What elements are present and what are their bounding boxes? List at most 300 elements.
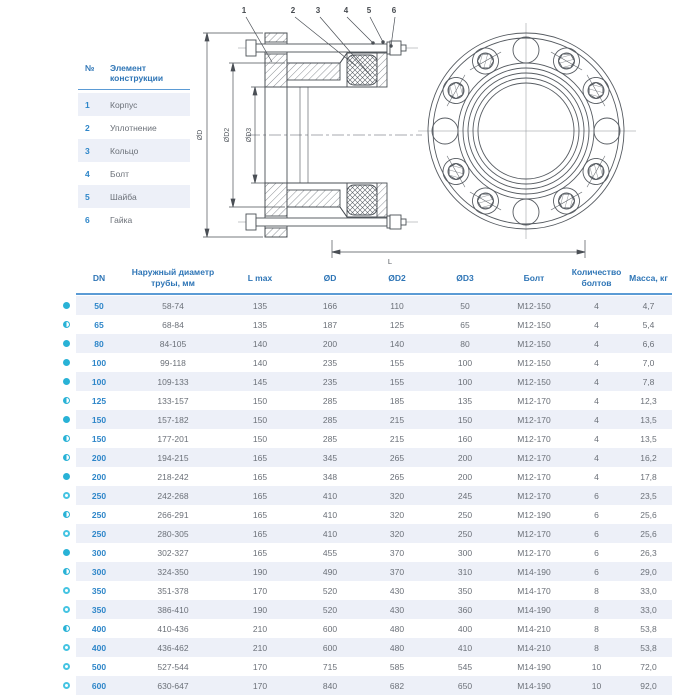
cell-d2: 140 xyxy=(364,334,430,353)
legend-item-label: Кольцо xyxy=(110,145,139,156)
cell-pipe-od: 157-182 xyxy=(122,410,224,429)
cell-l-max: 150 xyxy=(224,410,296,429)
legend-item xyxy=(78,116,190,139)
cell-mass: 23,5 xyxy=(625,486,672,505)
header-d: ØD xyxy=(323,272,337,283)
cell-bolt-qty: 6 xyxy=(568,486,625,505)
cell-dn: 400 xyxy=(91,623,107,634)
table-row xyxy=(56,315,672,334)
cell-dn: 200 xyxy=(76,448,122,467)
cell-d3: 310 xyxy=(430,562,500,581)
legend-item xyxy=(78,162,190,185)
cell-pipe-od: 302-327 xyxy=(157,547,189,558)
cell-d3: 135 xyxy=(457,395,473,406)
table-row xyxy=(56,543,672,562)
cell-d3: 150 xyxy=(430,410,500,429)
cell-dn: 350 xyxy=(91,585,107,596)
cell-d2: 585 xyxy=(389,661,405,672)
cell-bolt-qty: 4 xyxy=(594,433,599,444)
cell-bolt-qty: 4 xyxy=(568,448,625,467)
availability-marker-icon xyxy=(63,587,70,594)
cell-bolt: M12-170 xyxy=(517,433,551,444)
cell-d2: 370 xyxy=(364,562,430,581)
callout-5: 5 xyxy=(366,6,372,15)
availability-marker-cell xyxy=(56,353,76,372)
cell-l-max: 135 xyxy=(252,319,268,330)
cell-bolt: M14-210 xyxy=(500,638,568,657)
cell-pipe-od: 109-133 xyxy=(122,372,224,391)
availability-marker-cell xyxy=(56,676,76,695)
availability-marker-icon xyxy=(63,492,70,499)
availability-marker-icon xyxy=(63,302,70,309)
cell-d3: 50 xyxy=(430,296,500,315)
cell-d3: 250 xyxy=(457,509,473,520)
availability-marker-icon xyxy=(63,682,70,689)
availability-marker-cell xyxy=(56,581,76,600)
cell-dn: 600 xyxy=(76,676,122,695)
legend-item-num: 6 xyxy=(85,214,90,225)
cell-d3: 300 xyxy=(457,547,473,558)
table-row xyxy=(56,391,672,410)
cell-bolt: M12-150 xyxy=(517,357,551,368)
cell-dn: 80 xyxy=(76,334,122,353)
cell-dn: 100 xyxy=(91,357,107,368)
cell-pipe-od: 194-215 xyxy=(122,448,224,467)
cell-bolt: M12-170 xyxy=(517,395,551,406)
cell-bolt: M14-190 xyxy=(500,676,568,695)
cell-l-max: 170 xyxy=(252,661,268,672)
cell-d: 600 xyxy=(322,623,338,634)
availability-marker-cell xyxy=(56,372,76,391)
callout-1: 1 xyxy=(241,6,247,15)
cell-pipe-od: 386-410 xyxy=(122,600,224,619)
cell-dn: 150 xyxy=(76,410,122,429)
availability-marker-cell xyxy=(56,467,76,486)
spec-table-header xyxy=(56,261,672,295)
header-pipe-od: Наружный диаметр трубы, мм xyxy=(131,267,215,288)
cell-bolt-qty: 8 xyxy=(568,600,625,619)
cell-l-max: 165 xyxy=(224,486,296,505)
cell-d: 410 xyxy=(296,524,364,543)
cell-d2: 370 xyxy=(389,547,405,558)
cell-l-max: 190 xyxy=(224,562,296,581)
cell-dn: 125 xyxy=(91,395,107,406)
legend-item xyxy=(78,208,190,231)
side-view-section xyxy=(238,33,422,237)
availability-marker-icon xyxy=(63,606,70,613)
cell-bolt: M12-170 xyxy=(500,448,568,467)
cell-d2: 265 xyxy=(389,471,405,482)
cell-l-max: 165 xyxy=(252,547,268,558)
cell-bolt: M12-170 xyxy=(500,410,568,429)
availability-marker-cell xyxy=(56,296,76,315)
cell-d: 187 xyxy=(322,319,338,330)
cell-bolt-qty: 4 xyxy=(594,357,599,368)
cell-mass: 33,0 xyxy=(640,585,657,596)
cell-d2: 215 xyxy=(389,433,405,444)
cell-d: 520 xyxy=(322,585,338,596)
availability-marker-icon xyxy=(63,454,70,461)
legend-item-label: Корпус xyxy=(110,99,138,110)
availability-marker-cell xyxy=(56,334,76,353)
cell-pipe-od: 436-462 xyxy=(122,638,224,657)
front-view xyxy=(418,23,636,239)
cell-l-max: 145 xyxy=(224,372,296,391)
cell-dn: 150 xyxy=(91,433,107,444)
cell-d3: 65 xyxy=(460,319,470,330)
cell-bolt: M14-190 xyxy=(517,661,551,672)
cell-mass: 7,0 xyxy=(642,357,655,368)
cell-mass: 53,8 xyxy=(640,623,657,634)
cell-d: 600 xyxy=(296,638,364,657)
cell-pipe-od: 351-378 xyxy=(157,585,189,596)
cell-d2: 125 xyxy=(389,319,405,330)
availability-marker-icon xyxy=(63,644,70,651)
cell-mass: 26,3 xyxy=(640,547,657,558)
cell-mass: 92,0 xyxy=(625,676,672,695)
cell-pipe-od: 133-157 xyxy=(157,395,189,406)
table-row xyxy=(56,562,672,581)
cell-d2: 480 xyxy=(389,623,405,634)
cell-l-max: 135 xyxy=(224,296,296,315)
cell-bolt-qty: 6 xyxy=(594,547,599,558)
cell-d3: 100 xyxy=(457,357,473,368)
parts-legend xyxy=(78,60,190,231)
availability-marker-icon xyxy=(63,473,70,480)
cell-dn: 65 xyxy=(94,319,104,330)
cell-l-max: 165 xyxy=(224,448,296,467)
cell-d3: 360 xyxy=(430,600,500,619)
legend-col-num: № xyxy=(85,63,95,73)
availability-marker-cell xyxy=(56,562,76,581)
cell-l-max: 150 xyxy=(252,395,268,406)
dim-label-d2: ØD2 xyxy=(224,127,231,143)
legend-item-num: 1 xyxy=(85,99,90,110)
cell-l-max: 140 xyxy=(224,334,296,353)
legend-item-label: Шайба xyxy=(110,191,137,202)
cell-d: 345 xyxy=(296,448,364,467)
availability-marker-cell xyxy=(56,638,76,657)
cell-dn: 200 xyxy=(91,471,107,482)
spec-table-body xyxy=(56,296,672,695)
table-row xyxy=(56,638,672,657)
table-row xyxy=(56,296,672,315)
cell-bolt-qty: 4 xyxy=(568,410,625,429)
cell-d3: 400 xyxy=(457,623,473,634)
legend-item-label: Уплотнение xyxy=(110,122,157,133)
table-row xyxy=(56,467,672,486)
cell-bolt-qty: 8 xyxy=(594,585,599,596)
cell-dn: 100 xyxy=(76,372,122,391)
cell-pipe-od: 68-84 xyxy=(162,319,184,330)
availability-marker-cell xyxy=(56,505,76,524)
cell-l-max: 150 xyxy=(252,433,268,444)
availability-marker-cell xyxy=(56,543,76,562)
availability-marker-icon xyxy=(63,378,70,385)
legend-item-label: Гайка xyxy=(110,214,133,225)
availability-marker-cell xyxy=(56,600,76,619)
availability-marker-icon xyxy=(63,321,70,328)
cell-dn: 300 xyxy=(91,547,107,558)
technical-drawing xyxy=(190,0,670,270)
cell-bolt: M12-190 xyxy=(517,509,551,520)
dim-label-l: L xyxy=(387,257,393,266)
legend-item-num: 2 xyxy=(85,122,90,133)
cell-d: 520 xyxy=(296,600,364,619)
cell-d: 455 xyxy=(322,547,338,558)
parts-legend-header xyxy=(78,60,190,90)
cell-l-max: 140 xyxy=(252,357,268,368)
availability-marker-cell xyxy=(56,619,76,638)
cell-d3: 650 xyxy=(430,676,500,695)
cell-d: 235 xyxy=(322,357,338,368)
cell-l-max: 165 xyxy=(252,509,268,520)
cell-d3: 410 xyxy=(430,638,500,657)
cell-d2: 320 xyxy=(389,509,405,520)
table-row xyxy=(56,353,672,372)
table-row xyxy=(56,334,672,353)
cell-d2: 480 xyxy=(364,638,430,657)
cell-d3: 100 xyxy=(430,372,500,391)
cell-bolt-qty: 6 xyxy=(568,562,625,581)
legend-item-num: 3 xyxy=(85,145,90,156)
cell-bolt-qty: 6 xyxy=(594,509,599,520)
cell-bolt: M12-150 xyxy=(500,372,568,391)
availability-marker-cell xyxy=(56,315,76,334)
cell-l-max: 170 xyxy=(224,676,296,695)
cell-bolt-qty: 8 xyxy=(568,638,625,657)
cell-d3: 80 xyxy=(430,334,500,353)
cell-pipe-od: 99-118 xyxy=(160,357,186,368)
cell-dn: 250 xyxy=(91,509,107,520)
cell-d3: 160 xyxy=(457,433,473,444)
cell-d: 285 xyxy=(322,395,338,406)
availability-marker-icon xyxy=(63,625,70,632)
availability-marker-icon xyxy=(63,359,70,366)
parts-legend-rows xyxy=(78,93,190,231)
dim-label-d3: ØD3 xyxy=(246,127,253,143)
cell-d2: 155 xyxy=(389,357,405,368)
table-row xyxy=(56,505,672,524)
cell-dn: 250 xyxy=(76,524,122,543)
cell-pipe-od: 266-291 xyxy=(157,509,189,520)
cell-bolt-qty: 10 xyxy=(568,676,625,695)
cell-bolt: M14-190 xyxy=(500,600,568,619)
cell-d2: 682 xyxy=(364,676,430,695)
cell-bolt: M12-170 xyxy=(500,486,568,505)
cell-d: 715 xyxy=(322,661,338,672)
cell-dn: 500 xyxy=(91,661,107,672)
cell-d3: 245 xyxy=(430,486,500,505)
table-row xyxy=(56,619,672,638)
availability-marker-icon xyxy=(63,530,70,537)
cell-dn: 50 xyxy=(76,296,122,315)
availability-marker-icon xyxy=(63,511,70,518)
cell-bolt: M12-150 xyxy=(517,319,551,330)
cell-pipe-od: 527-544 xyxy=(157,661,189,672)
cell-pipe-od: 84-105 xyxy=(122,334,224,353)
cell-d3: 200 xyxy=(457,471,473,482)
cell-pipe-od: 218-242 xyxy=(157,471,189,482)
cell-l-max: 210 xyxy=(224,638,296,657)
cell-mass: 29,0 xyxy=(625,562,672,581)
cell-bolt-qty: 4 xyxy=(594,395,599,406)
cell-mass: 25,6 xyxy=(640,509,657,520)
table-row xyxy=(56,410,672,429)
cell-pipe-od: 58-74 xyxy=(122,296,224,315)
availability-marker-cell xyxy=(56,410,76,429)
cell-l-max: 170 xyxy=(252,585,268,596)
cell-dn: 250 xyxy=(76,486,122,505)
availability-marker-icon xyxy=(63,397,70,404)
cell-mass: 5,4 xyxy=(642,319,655,330)
cell-pipe-od: 324-350 xyxy=(122,562,224,581)
availability-marker-cell xyxy=(56,524,76,543)
dim-label-d: ØD xyxy=(197,129,204,141)
availability-marker-cell xyxy=(56,657,76,676)
cell-d2: 265 xyxy=(364,448,430,467)
cell-mass: 17,8 xyxy=(640,471,657,482)
table-row xyxy=(56,600,672,619)
cell-d2: 320 xyxy=(364,486,430,505)
cell-d2: 110 xyxy=(364,296,430,315)
availability-marker-icon xyxy=(63,663,70,670)
cell-mass: 33,0 xyxy=(625,600,672,619)
table-row xyxy=(56,448,672,467)
cell-bolt: M12-150 xyxy=(500,296,568,315)
cell-d2: 430 xyxy=(389,585,405,596)
cell-d: 410 xyxy=(296,486,364,505)
availability-marker-icon xyxy=(63,435,70,442)
cell-d: 840 xyxy=(296,676,364,695)
cell-d2: 215 xyxy=(364,410,430,429)
cell-mass: 13,5 xyxy=(625,410,672,429)
cell-pipe-od: 280-305 xyxy=(122,524,224,543)
cell-mass: 4,7 xyxy=(625,296,672,315)
cell-bolt-qty: 10 xyxy=(591,661,602,672)
callout-3: 3 xyxy=(315,6,321,15)
legend-item xyxy=(78,185,190,208)
availability-marker-cell xyxy=(56,486,76,505)
cell-bolt: M12-170 xyxy=(517,547,551,558)
header-d3: ØD3 xyxy=(456,272,474,283)
cell-bolt-qty: 4 xyxy=(568,372,625,391)
legend-col-element: Элемент конструкции xyxy=(110,63,164,83)
cell-mass: 12,3 xyxy=(640,395,657,406)
availability-marker-icon xyxy=(63,416,70,423)
cell-bolt: M14-170 xyxy=(517,585,551,596)
cell-l-max: 210 xyxy=(252,623,268,634)
legend-item xyxy=(78,139,190,162)
cell-d2: 155 xyxy=(364,372,430,391)
cell-mass: 7,8 xyxy=(625,372,672,391)
availability-marker-cell xyxy=(56,448,76,467)
cell-pipe-od: 177-201 xyxy=(157,433,189,444)
header-mass: Масса, кг xyxy=(629,272,668,283)
cell-bolt: M12-170 xyxy=(500,524,568,543)
spec-table xyxy=(56,261,672,695)
table-row xyxy=(56,372,672,391)
cell-pipe-od: 242-268 xyxy=(122,486,224,505)
cell-d: 166 xyxy=(296,296,364,315)
cell-bolt-qty: 6 xyxy=(568,524,625,543)
table-row xyxy=(56,429,672,448)
cell-d: 200 xyxy=(296,334,364,353)
legend-item xyxy=(78,93,190,116)
cell-d3: 545 xyxy=(457,661,473,672)
table-row xyxy=(56,676,672,695)
cell-mass: 72,0 xyxy=(640,661,657,672)
cell-d: 348 xyxy=(322,471,338,482)
cell-mass: 13,5 xyxy=(640,433,657,444)
legend-item-num: 4 xyxy=(85,168,90,179)
cell-d2: 320 xyxy=(364,524,430,543)
cell-d2: 430 xyxy=(364,600,430,619)
header-dn: DN xyxy=(92,272,106,283)
cell-d3: 350 xyxy=(457,585,473,596)
table-row xyxy=(56,486,672,505)
cell-bolt-qty: 4 xyxy=(594,471,599,482)
legend-item-num: 5 xyxy=(85,191,90,202)
availability-marker-cell xyxy=(56,391,76,410)
cell-d: 285 xyxy=(322,433,338,444)
cell-bolt: M12-170 xyxy=(517,471,551,482)
header-bolt-qty: Количество болтов xyxy=(571,267,622,288)
table-row xyxy=(56,581,672,600)
availability-marker-cell xyxy=(56,429,76,448)
cell-bolt-qty: 4 xyxy=(568,334,625,353)
cell-dn: 350 xyxy=(76,600,122,619)
cell-pipe-od: 630-647 xyxy=(122,676,224,695)
callout-4: 4 xyxy=(343,6,349,15)
cell-d: 490 xyxy=(296,562,364,581)
availability-marker-icon xyxy=(63,568,70,575)
cell-l-max: 190 xyxy=(224,600,296,619)
cell-d2: 185 xyxy=(389,395,405,406)
cell-mass: 16,2 xyxy=(625,448,672,467)
cell-d3: 200 xyxy=(430,448,500,467)
cell-l-max: 165 xyxy=(252,471,268,482)
callout-2: 2 xyxy=(290,6,296,15)
cell-dn: 300 xyxy=(76,562,122,581)
callout-6: 6 xyxy=(391,6,397,15)
cell-bolt-qty: 4 xyxy=(594,319,599,330)
cell-mass: 53,8 xyxy=(625,638,672,657)
cell-d: 285 xyxy=(296,410,364,429)
callout-numbers xyxy=(242,6,397,15)
cell-bolt-qty: 8 xyxy=(594,623,599,634)
header-d2: ØD2 xyxy=(388,272,406,283)
cell-mass: 25,6 xyxy=(625,524,672,543)
availability-marker-icon xyxy=(63,549,70,556)
cell-bolt: M14-210 xyxy=(517,623,551,634)
cell-pipe-od: 410-436 xyxy=(157,623,189,634)
cell-mass: 6,6 xyxy=(625,334,672,353)
cell-d: 235 xyxy=(296,372,364,391)
cell-bolt-qty: 4 xyxy=(568,296,625,315)
table-row xyxy=(56,524,672,543)
cell-bolt: M12-150 xyxy=(500,334,568,353)
availability-marker-icon xyxy=(63,340,70,347)
legend-item-label: Болт xyxy=(110,168,129,179)
header-l-max: L max xyxy=(247,272,273,283)
table-row xyxy=(56,657,672,676)
cell-l-max: 165 xyxy=(224,524,296,543)
cell-d: 410 xyxy=(322,509,338,520)
header-bolt: Болт xyxy=(523,272,545,283)
cell-dn: 400 xyxy=(76,638,122,657)
cell-d3: 250 xyxy=(430,524,500,543)
